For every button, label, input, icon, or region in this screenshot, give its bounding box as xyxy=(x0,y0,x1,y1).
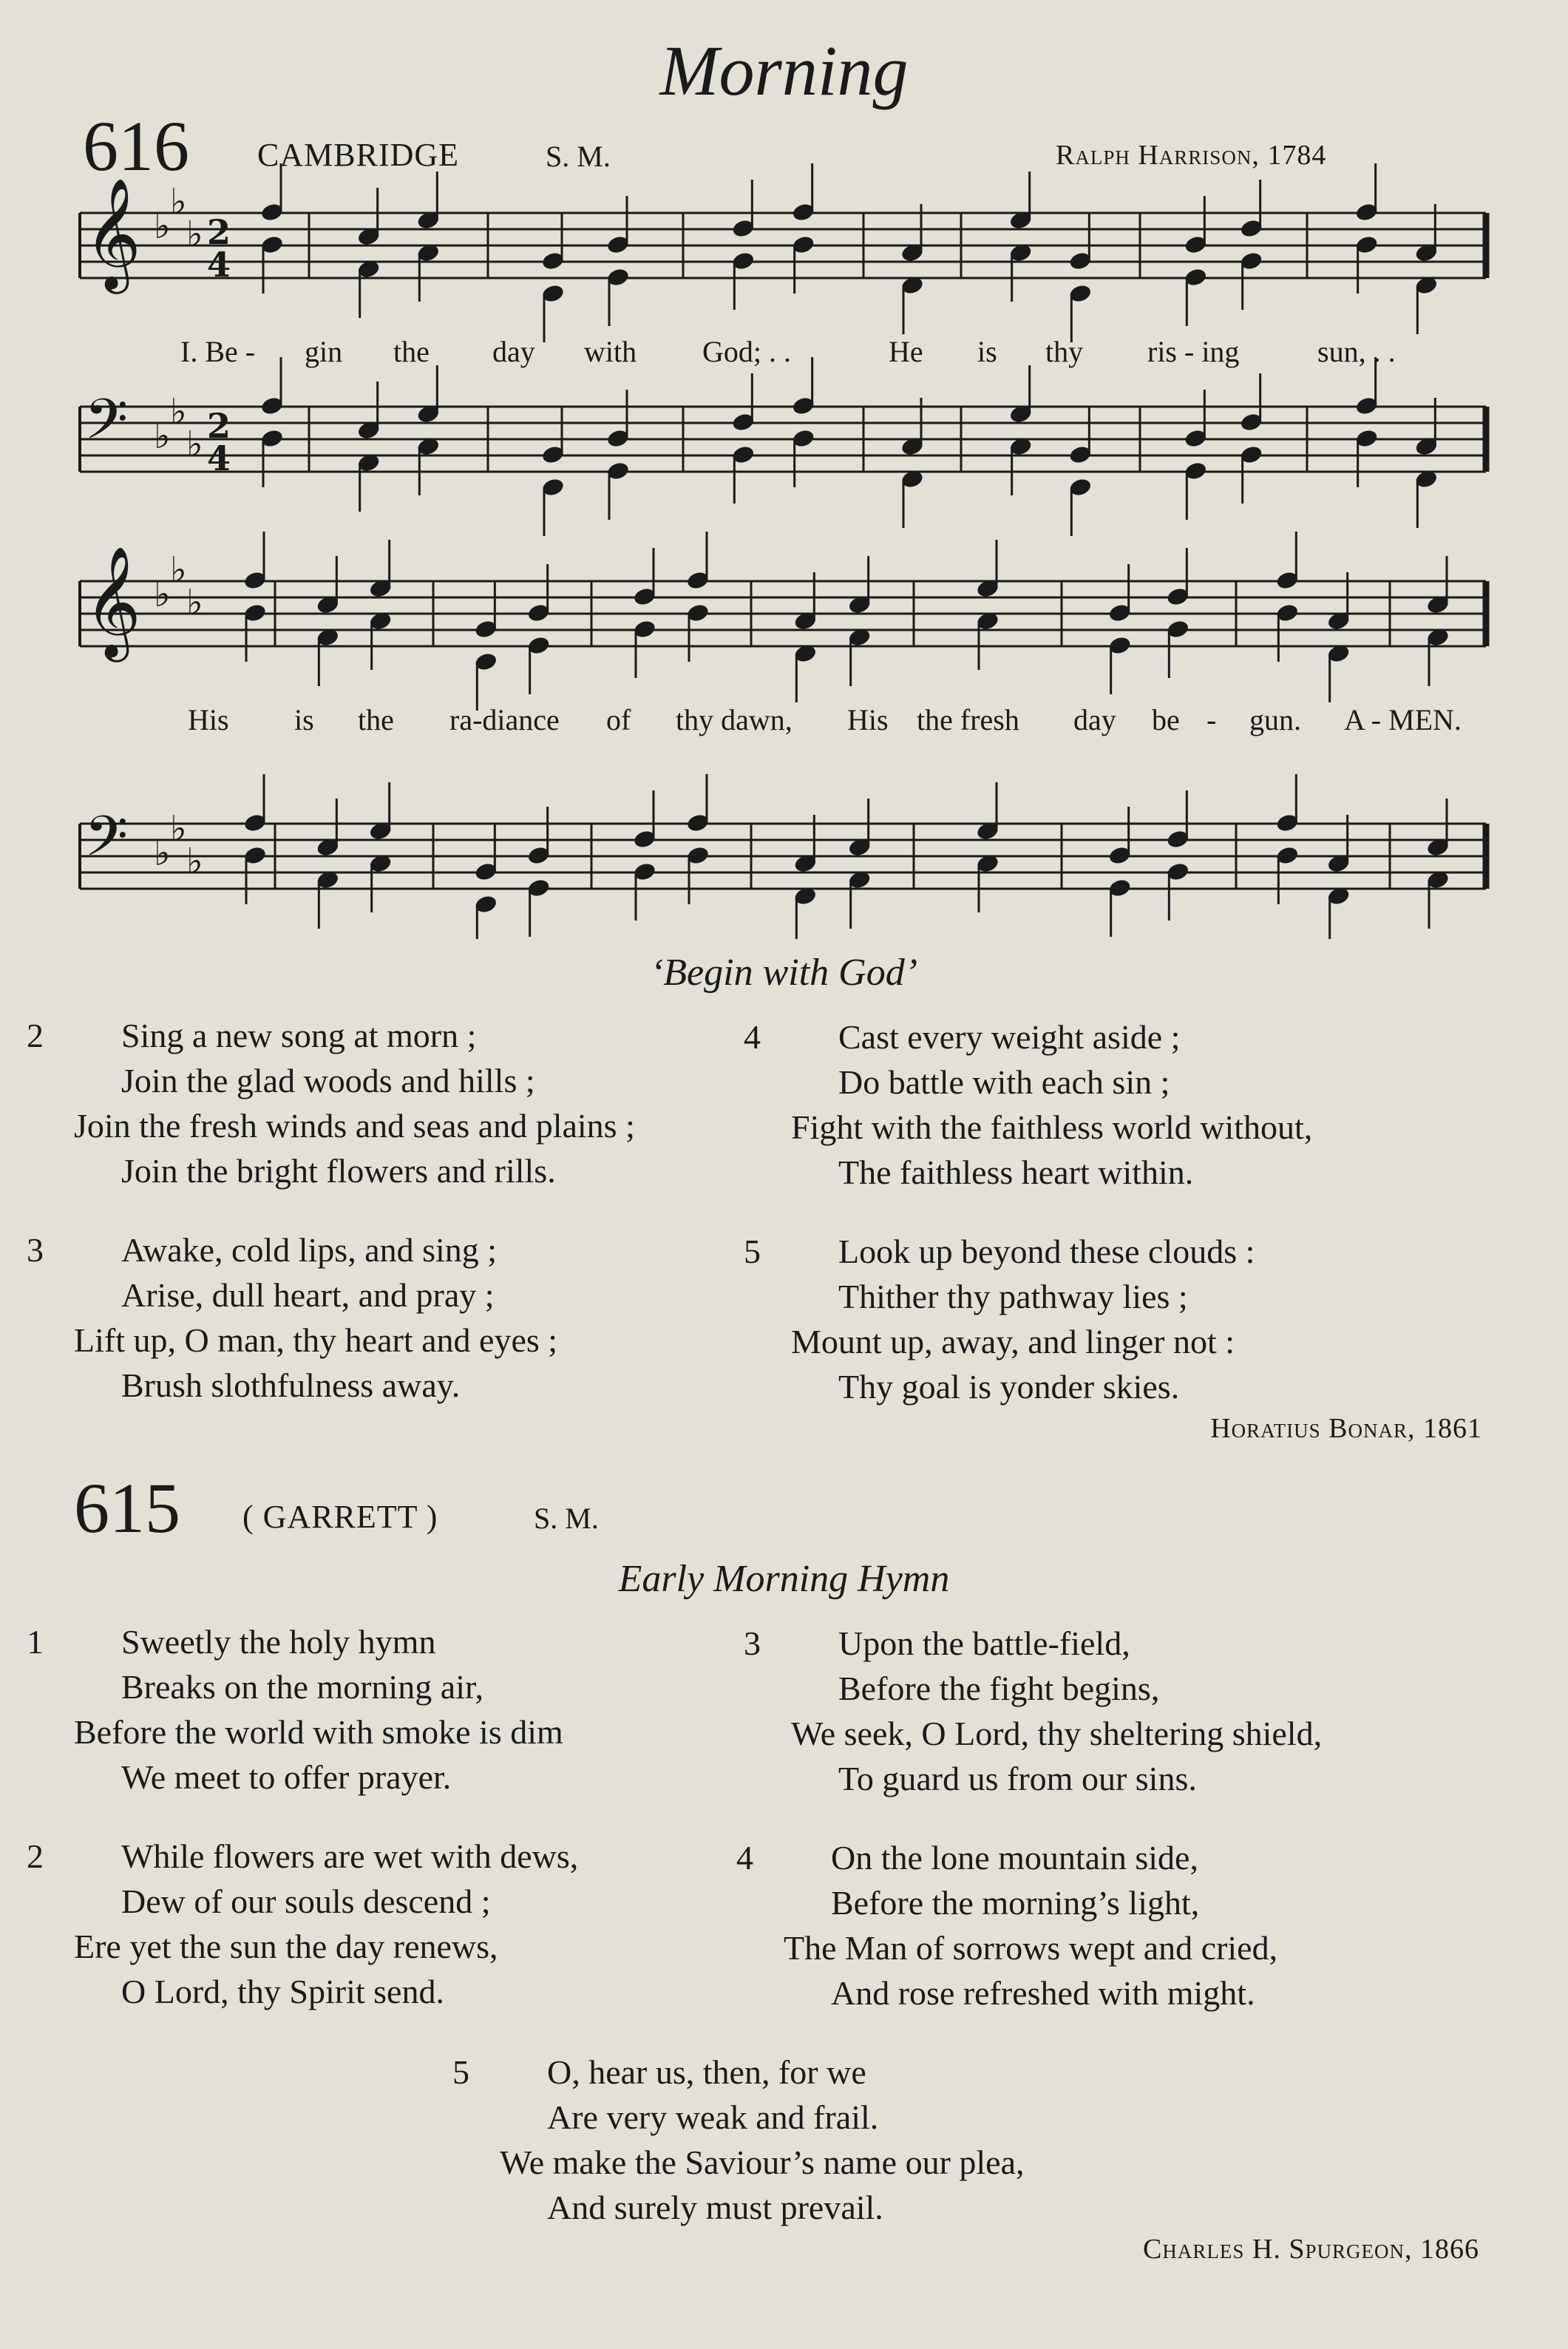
verse-line: Before the morning’s light, xyxy=(831,1884,1200,1922)
flat-icon: ♭ xyxy=(186,424,203,465)
lyric-syllable: God; . . xyxy=(702,335,791,368)
verse-number: 5 xyxy=(452,2053,469,2091)
lyric-syllable: the fresh xyxy=(917,703,1019,736)
lyric-syllable: gun. xyxy=(1249,703,1301,736)
hymn-615-verse-5 xyxy=(452,2050,1239,2230)
hymn-616-tune: CAMBRIDGE xyxy=(257,137,460,173)
verse-line: Arise, dull heart, and pray ; xyxy=(121,1276,495,1314)
verse-line: On the lone mountain side, xyxy=(831,1839,1198,1877)
verse-line: The Man of sorrows wept and cried, xyxy=(784,1929,1278,1967)
lyric-syllable: I. Be - xyxy=(180,335,256,368)
hymn-615-verse-4 xyxy=(736,1835,1501,2016)
verse-line: Lift up, O man, thy heart and eyes ; xyxy=(74,1321,558,1359)
lyric-syllable: His xyxy=(188,703,229,736)
bass-clef-icon: 𝄢 xyxy=(84,804,129,883)
verse-line: Join the glad woods and hills ; xyxy=(121,1062,535,1099)
hymn-616-number: 616 xyxy=(83,106,189,186)
verse-line: Join the fresh winds and seas and plains ; xyxy=(74,1107,635,1145)
verse-line: O Lord, thy Spirit send. xyxy=(121,1973,444,2010)
verse-line: Before the world with smoke is dim xyxy=(74,1713,563,1751)
verse-line: We meet to offer prayer. xyxy=(121,1758,452,1796)
verse-line: And surely must prevail. xyxy=(547,2189,883,2226)
hymn-615-verse-2 xyxy=(27,1834,798,2014)
lyric-syllable: ra-diance xyxy=(449,703,560,736)
music-score xyxy=(0,0,1568,939)
verse-line: Ere yet the sun the day renews, xyxy=(74,1928,498,1965)
verse-line: Before the fight begins, xyxy=(838,1670,1160,1707)
verse-line: And rose refreshed with might. xyxy=(831,1974,1255,2012)
verse-line: Are very weak and frail. xyxy=(547,2098,879,2136)
verse-line: Thy goal is yonder skies. xyxy=(838,1368,1180,1406)
hymn-615-number: 615 xyxy=(74,1468,180,1548)
time-signature-bottom: 4 xyxy=(207,245,231,285)
flat-icon: ♭ xyxy=(170,181,187,223)
verse-number: 5 xyxy=(744,1233,761,1270)
verse-line: The faithless heart within. xyxy=(838,1153,1194,1191)
lyric-syllable: the xyxy=(358,703,394,736)
time-signature-top: 2 xyxy=(207,212,231,252)
verse-line: Breaks on the morning air, xyxy=(121,1668,483,1706)
verse-number: 4 xyxy=(744,1018,761,1056)
flat-icon: ♭ xyxy=(186,582,203,623)
lyric-syllable: sun, . . xyxy=(1317,335,1396,368)
verse-line: To guard us from our sins. xyxy=(838,1760,1197,1797)
hymn-615-meter: S. M. xyxy=(534,1502,599,1535)
verse-line: Sing a new song at morn ; xyxy=(121,1017,477,1054)
verse-line: Look up beyond these clouds : xyxy=(838,1233,1255,1270)
verse-line: Join the bright flowers and rills. xyxy=(121,1152,556,1190)
verse-line: Thither thy pathway lies ; xyxy=(838,1278,1188,1315)
lyric-syllable: is xyxy=(977,335,997,368)
flat-icon: ♭ xyxy=(154,833,171,874)
verse-line: While flowers are wet with dews, xyxy=(121,1837,579,1875)
hymn-615-verse-3 xyxy=(744,1621,1501,1801)
lyric-syllable: gin xyxy=(305,335,343,368)
hymn-616-meter: S. M. xyxy=(546,140,611,173)
verse-line: Brush slothfulness away. xyxy=(121,1366,461,1404)
flat-icon: ♭ xyxy=(154,574,171,615)
verse-line: Do battle with each sin ; xyxy=(838,1063,1170,1101)
verse-line: Fight with the faithless world without, xyxy=(791,1108,1313,1146)
lyric-syllable: with xyxy=(584,335,637,368)
verse-line: O, hear us, then, for we xyxy=(547,2053,866,2091)
hymn-615-verse-1 xyxy=(27,1619,798,1800)
flat-icon: ♭ xyxy=(154,416,171,457)
flat-icon: ♭ xyxy=(170,391,187,433)
verse-line: Awake, cold lips, and sing ; xyxy=(121,1231,498,1269)
verse-line: Upon the battle-field, xyxy=(838,1624,1130,1662)
treble-clef-icon: 𝄞 xyxy=(84,545,141,657)
hymn-616-author: Horatius Bonar, 1861 xyxy=(1210,1413,1482,1444)
bass-clef-icon: 𝄢 xyxy=(84,387,129,466)
flat-icon: ♭ xyxy=(186,841,203,882)
verse-number: 4 xyxy=(736,1839,753,1877)
verse-number: 3 xyxy=(744,1624,761,1662)
verse-line: Sweetly the holy hymn xyxy=(121,1623,436,1661)
lyric-syllable: the xyxy=(393,335,430,368)
time-signature-bottom: 4 xyxy=(207,438,231,478)
hymn-616-verse-3 xyxy=(27,1227,798,1408)
verse-line: Mount up, away, and linger not : xyxy=(791,1323,1235,1360)
flat-icon: ♭ xyxy=(170,808,187,850)
time-signature-top: 2 xyxy=(207,406,231,446)
verse-number: 3 xyxy=(27,1231,44,1269)
verse-number: 2 xyxy=(27,1837,44,1875)
lyric-syllable: thy dawn, xyxy=(676,703,793,736)
lyric-syllable: He xyxy=(889,335,923,368)
flat-icon: ♭ xyxy=(186,214,203,255)
hymn-616-verse-2 xyxy=(27,1013,798,1193)
verse-number: 1 xyxy=(27,1623,44,1661)
lyric-syllable: is xyxy=(294,703,314,736)
treble-clef-icon: 𝄞 xyxy=(84,177,141,289)
hymn-616-title: ‘Begin with God’ xyxy=(650,952,918,994)
verse-number: 2 xyxy=(27,1017,44,1054)
lyric-syllable: ris - ing xyxy=(1147,335,1240,368)
hymn-615-author: Charles H. Spurgeon, 1866 xyxy=(1143,2234,1479,2265)
flat-icon: ♭ xyxy=(154,206,171,247)
hymn-615-tune: ( GARRETT ) xyxy=(242,1499,438,1535)
hymn-616-composer: Ralph Harrison, 1784 xyxy=(1056,140,1327,171)
flat-icon: ♭ xyxy=(170,549,187,591)
hymn-616-verse-4 xyxy=(744,1014,1501,1195)
lyric-syllable: day xyxy=(492,335,535,368)
lyric-syllable: A - MEN. xyxy=(1344,703,1462,736)
verse-line: We make the Saviour’s name our plea, xyxy=(500,2143,1025,2181)
hymn-616-verse-5 xyxy=(744,1229,1501,1409)
hymn-615-title: Early Morning Hymn xyxy=(618,1558,950,1600)
running-head: Morning xyxy=(659,31,909,110)
lyric-syllable: day xyxy=(1073,703,1116,736)
verse-line: Dew of our souls descend ; xyxy=(121,1882,491,1920)
lyric-syllable: of xyxy=(606,703,631,736)
verse-line: Cast every weight aside ; xyxy=(838,1018,1181,1056)
lyric-syllable: be xyxy=(1152,703,1180,736)
lyric-syllable: - xyxy=(1206,703,1217,736)
lyric-syllable: thy xyxy=(1045,335,1084,368)
verse-line: We seek, O Lord, thy sheltering shield, xyxy=(791,1715,1323,1752)
lyric-syllable: His xyxy=(847,703,889,736)
